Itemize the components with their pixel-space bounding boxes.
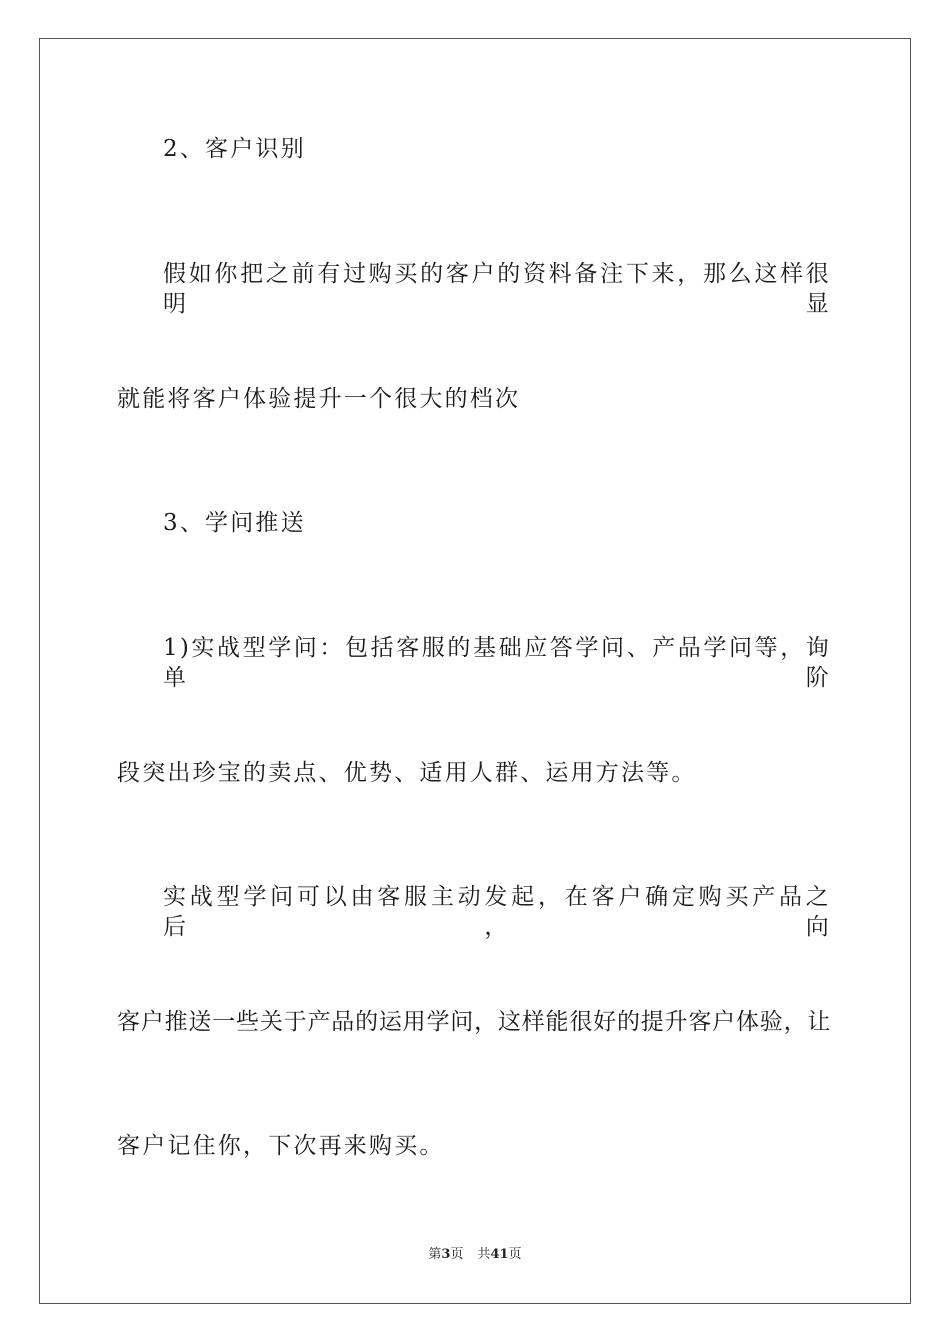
section-heading-customer-identification: 2、客户识别 <box>163 136 306 162</box>
footer-total-pages: 41 <box>490 1247 509 1262</box>
footer-page-suffix: 页 <box>450 1247 464 1262</box>
footer-page-prefix: 第 <box>428 1247 442 1262</box>
paragraph-line: 1)实战型学问：包括客服的基础应答学问、产品学问等，询单阶 <box>163 635 831 691</box>
footer-total-suffix: 页 <box>508 1247 522 1262</box>
footer-total-prefix: 共 <box>477 1247 491 1262</box>
paragraph-line: 客户推送一些关于产品的运用学问，这样能很好的提升客户体验，让 <box>117 1009 831 1035</box>
paragraph-line: 就能将客户体验提升一个很大的档次 <box>117 386 521 412</box>
paragraph-line: 假如你把之前有过购买的客户的资料备注下来，那么这样很明显 <box>163 261 831 317</box>
paragraph-line: 客户记住你，下次再来购买。 <box>117 1133 445 1159</box>
footer-page-number: 3 <box>441 1247 451 1262</box>
page-footer <box>0 1247 950 1263</box>
section-heading-knowledge-push: 3、学问推送 <box>163 510 306 536</box>
paragraph-line: 段突出珍宝的卖点、优势、适用人群、运用方法等。 <box>117 760 697 786</box>
paragraph-line: 实战型学问可以由客服主动发起，在客户确定购买产品之后，向 <box>163 884 831 940</box>
